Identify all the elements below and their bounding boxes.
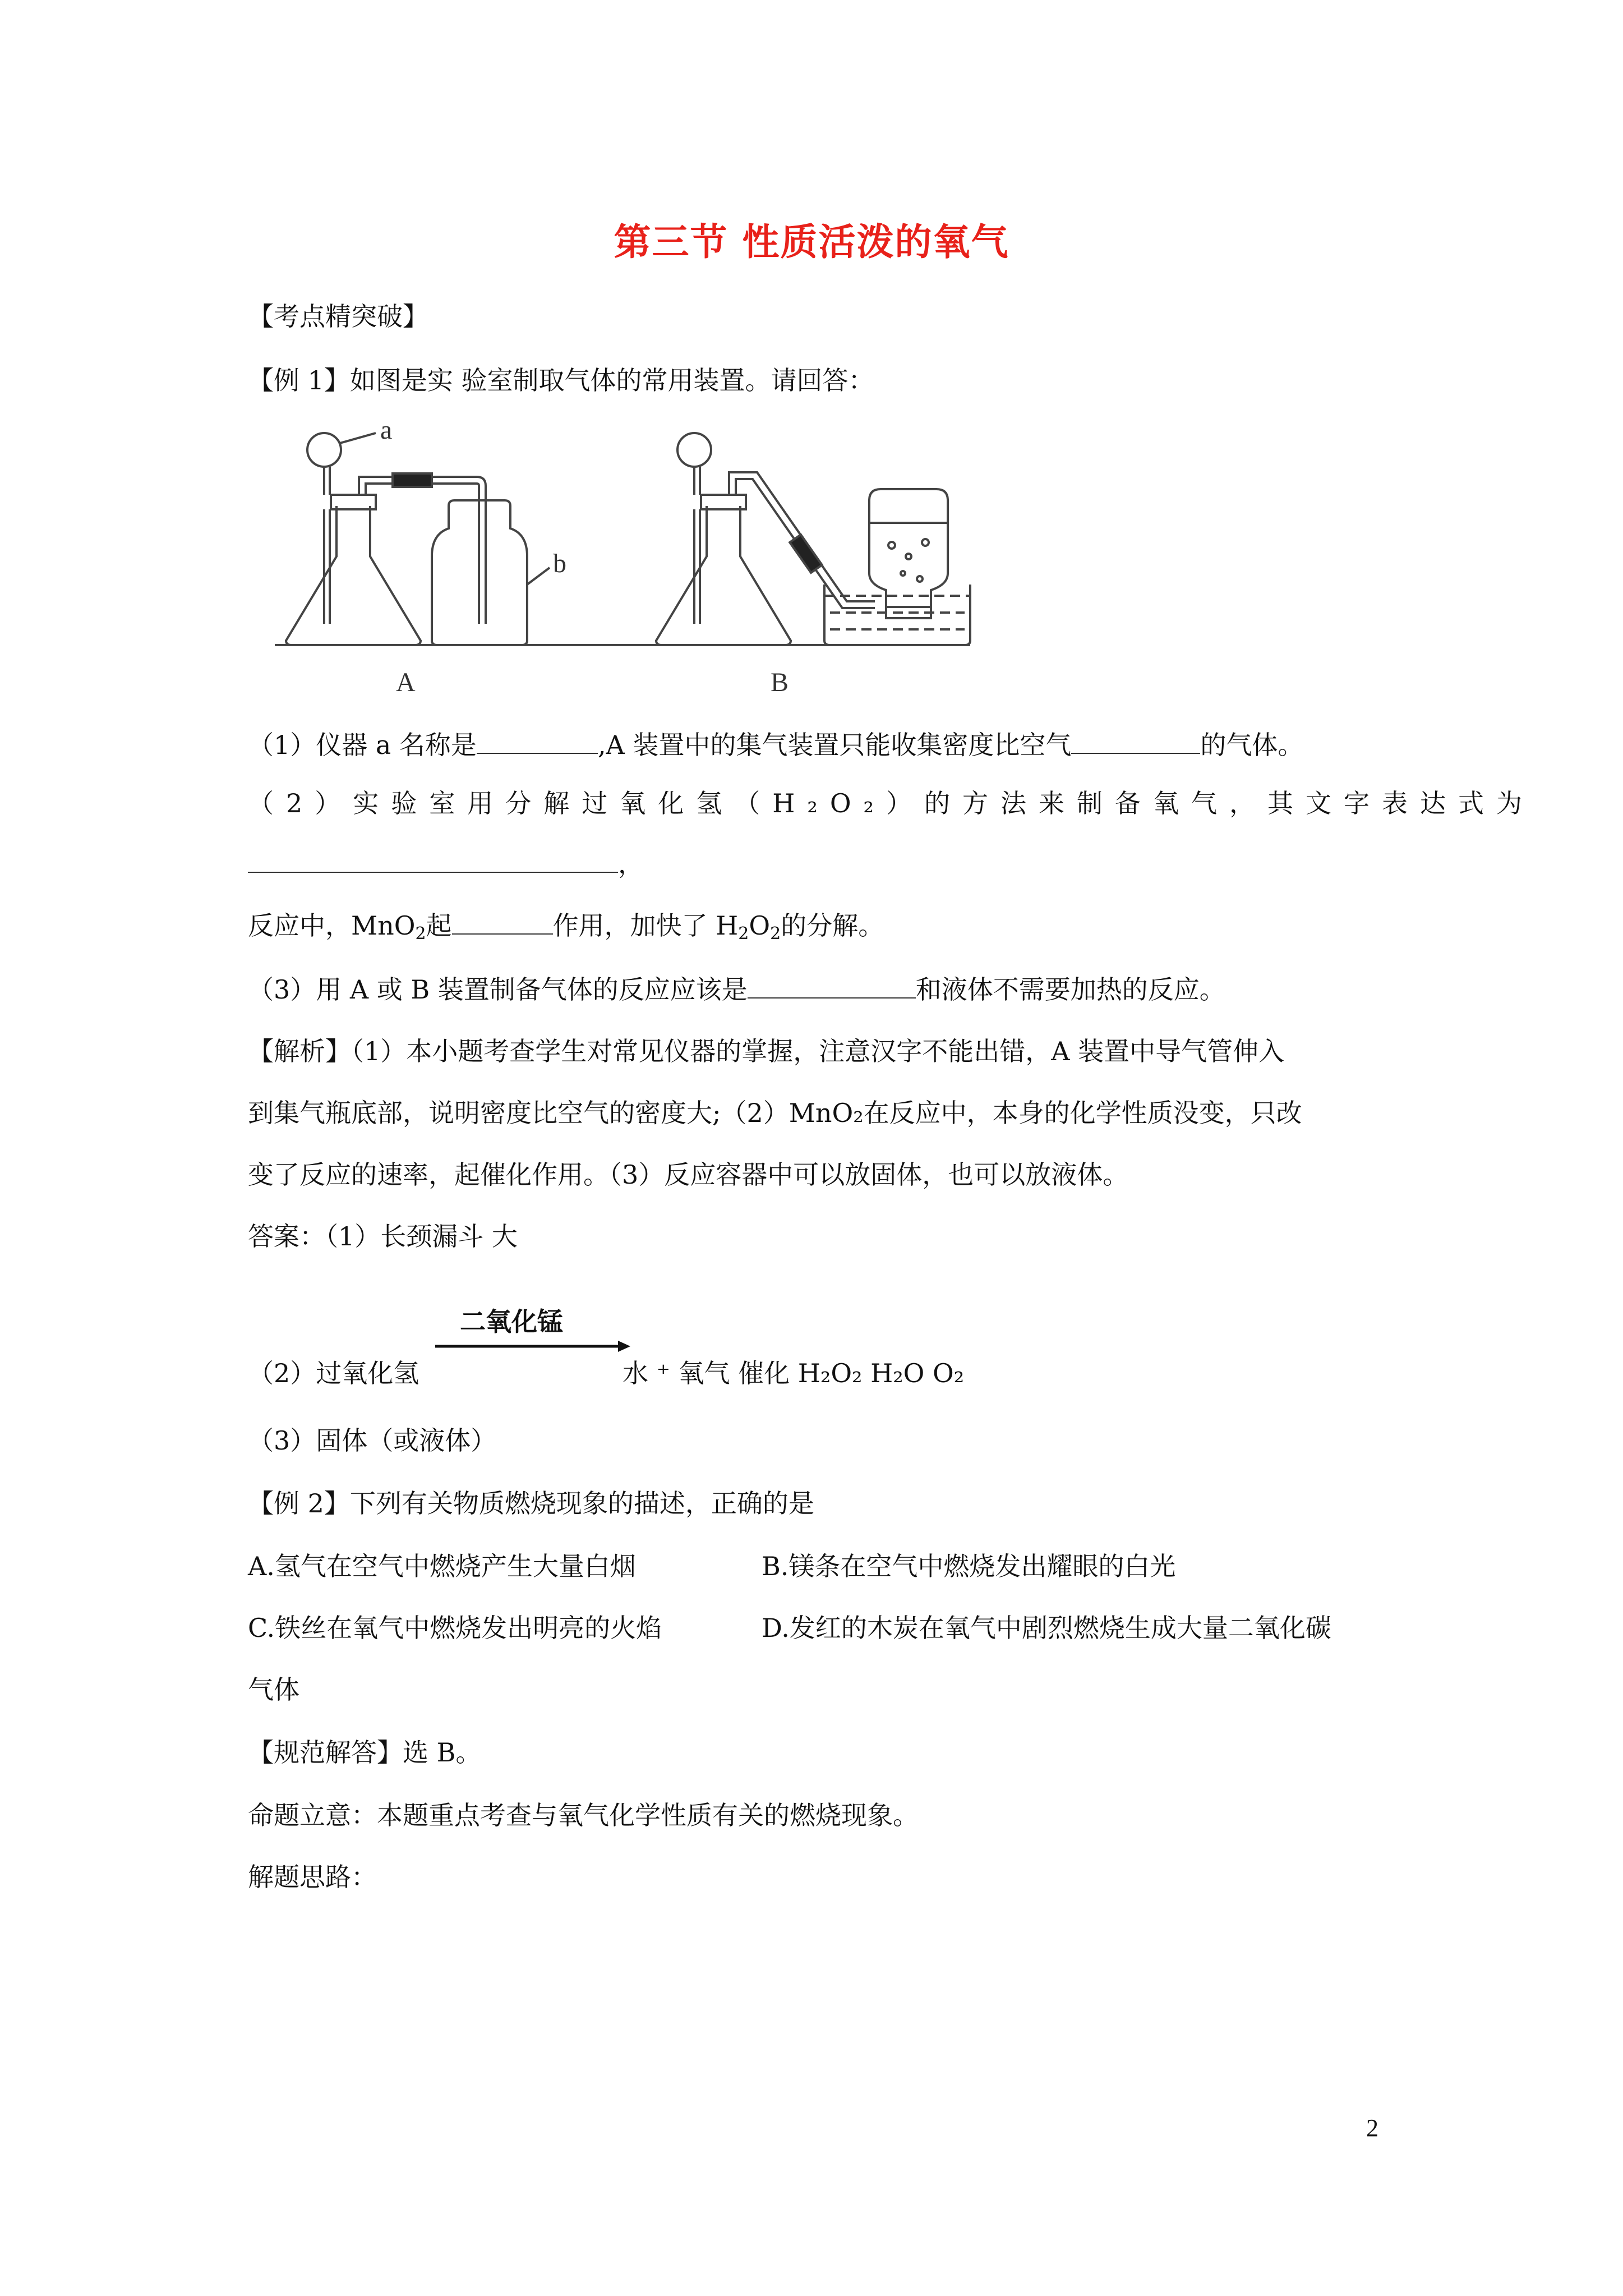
rubber-connector-b xyxy=(790,535,822,573)
question-3: （3）用 A 或 B 装置制备气体的反应应该是 和液体不需要加热的反应。 xyxy=(248,973,1225,1005)
apparatus-diagram xyxy=(264,416,981,708)
analysis-line-1: 【解析】（1）本小题考查学生对常见仪器的掌握，注意汉字不能出错，A 装置中导气管伸入 xyxy=(248,1036,1285,1066)
page-title: 第三节 性质活泼的氧气 xyxy=(614,220,1009,264)
option-a: A.氢气在空气中燃烧产生大量白烟 xyxy=(248,1551,636,1581)
answer-blank xyxy=(452,909,553,935)
equation-reactant: （2）过氧化氢 xyxy=(248,1358,419,1388)
answer-line-3: （3）固体（或液体） xyxy=(248,1425,497,1456)
label-b: b xyxy=(553,549,566,578)
question-intent: 命题立意：本题重点考查与氧气化学性质有关的燃烧现象。 xyxy=(248,1800,919,1830)
page-number: 2 xyxy=(1366,2114,1378,2142)
water-trough xyxy=(824,585,970,645)
question-2: （2）实验室用分解过氧化氢（H₂O₂）的方法来制备氧气，其文字表达式为 xyxy=(248,788,1534,818)
funnel-bulb-a xyxy=(307,433,341,467)
example1-intro: 【例 1】如图是实 验室制取气体的常用装置。请回答： xyxy=(248,365,874,395)
question-2-blank-line: ， xyxy=(248,847,644,880)
caption-b: B xyxy=(771,668,789,697)
section-heading: 【考点精突破】 xyxy=(248,301,428,332)
flask-b xyxy=(656,506,791,645)
solution-approach: 解题思路： xyxy=(248,1862,377,1892)
option-d-continued: 气体 xyxy=(248,1674,299,1705)
answer-blank xyxy=(748,973,916,999)
apparatus-figure xyxy=(264,416,981,708)
question-1: （1）仪器 a 名称是 ,A 装置中的集气装置只能收集密度比空气 的气体。 xyxy=(248,728,1303,761)
answer-blank xyxy=(1071,728,1200,754)
standard-answer: 【规范解答】选 B。 xyxy=(248,1737,482,1768)
answer-line-1: 答案：（1）长颈漏斗 大 xyxy=(248,1221,518,1251)
answer-blank xyxy=(248,847,618,873)
catalyst-label: 二氧化锰 xyxy=(460,1306,563,1337)
option-b: B.镁条在空气中燃烧发出耀眼的白光 xyxy=(762,1551,1176,1581)
caption-a: A xyxy=(396,668,416,697)
option-c: C.铁丝在氧气中燃烧发出明亮的火焰 xyxy=(248,1613,662,1643)
rubber-connector-a xyxy=(393,473,432,487)
word-equation xyxy=(248,1301,1033,1386)
equation-products: 水 ⁺ 氧气 催化 H₂O₂ H₂O O₂ xyxy=(623,1358,965,1388)
collecting-bottle xyxy=(869,489,948,607)
flask-a xyxy=(286,506,421,645)
arrow-icon xyxy=(433,1301,668,1363)
question-2-catalyst: 反应中，MnO$_2$起 作用，加快了 $H_2O_2$的分解。 xyxy=(248,909,884,941)
answer-blank xyxy=(477,728,598,754)
analysis-line-2: 到集气瓶底部，说明密度比空气的密度大;（2）MnO₂在反应中，本身的化学性质没变，只改 xyxy=(248,1098,1302,1128)
example2-intro: 【例 2】下列有关物质燃烧现象的描述，正确的是 xyxy=(248,1488,814,1519)
funnel-bulb-b xyxy=(677,433,711,467)
option-d: D.发红的木炭在氧气中剧烈燃烧生成大量二氧化碳 xyxy=(762,1613,1331,1643)
reaction-arrow xyxy=(433,1301,668,1363)
label-a: a xyxy=(380,416,393,445)
analysis-line-3: 变了反应的速率，起催化作用。（3）反应容器中可以放固体，也可以放液体。 xyxy=(248,1159,1129,1190)
